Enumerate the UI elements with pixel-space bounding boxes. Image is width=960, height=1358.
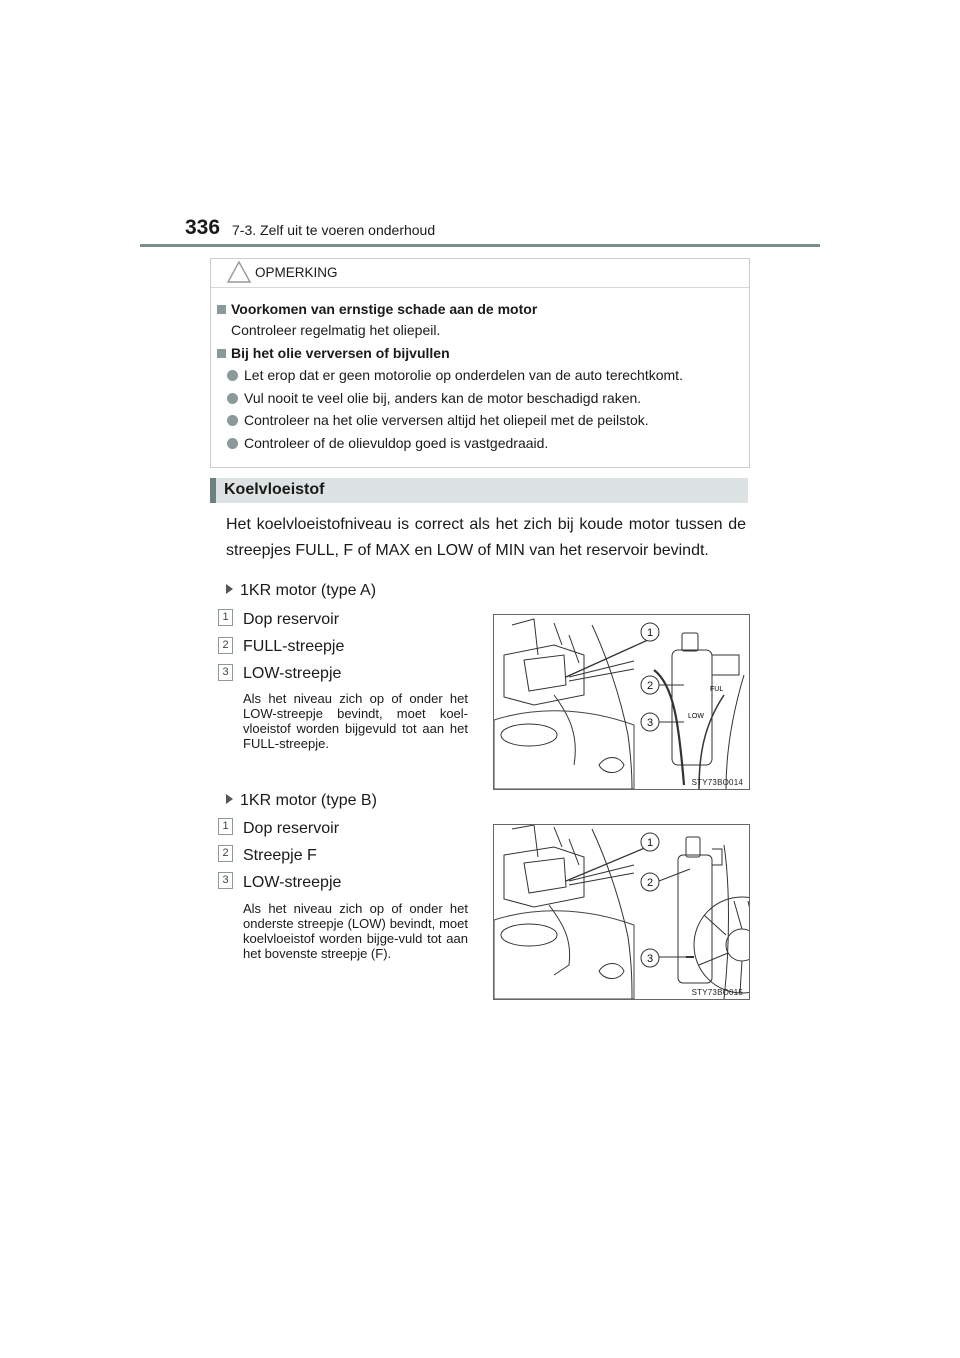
round-bullet-icon — [227, 438, 238, 449]
figure-code: STY73BO014 — [691, 778, 743, 787]
caution-bullet: Controleer na het olie verversen altijd het oliepeil met de peilstok. — [227, 412, 649, 428]
caution-heading-1: Voorkomen van ernstige schade aan de motor — [217, 301, 537, 317]
section-title: 7-3. Zelf uit te voeren onderhoud — [232, 222, 436, 238]
type-b-heading: 1KR motor (type B) — [226, 792, 377, 810]
type-a-note: Als het niveau zich op of onder het LOW-streepje bevindt, moet koel-vloeistof worden bijgevuld tot aan het FULL-streepje. — [243, 691, 468, 751]
number-1: 1 — [218, 609, 233, 626]
number-3: 3 — [218, 664, 233, 681]
caution-heading-2: Bij het olie verversen of bijvullen — [217, 345, 450, 361]
caution-label: OPMERKING — [255, 265, 338, 280]
number-2: 2 — [218, 637, 233, 654]
arrow-bullet-icon — [226, 584, 233, 594]
round-bullet-icon — [227, 370, 238, 381]
caution-bullet: Controleer of de olievuldop goed is vastgedraaid. — [227, 435, 548, 451]
callout-3: 3 — [646, 953, 654, 965]
figure-type-b — [493, 824, 750, 1000]
callout-2: 2 — [646, 680, 654, 692]
number-3: 3 — [218, 872, 233, 889]
engine-illustration-type-b — [494, 825, 749, 999]
type-a-item-3: LOW-streepje — [243, 665, 342, 682]
caution-box — [210, 258, 750, 468]
arrow-bullet-icon — [226, 794, 233, 804]
type-a-item-2: FULL-streepje — [243, 638, 345, 655]
header-rule — [140, 244, 820, 247]
type-a-heading: 1KR motor (type A) — [226, 582, 376, 600]
intro-paragraph: Het koelvloeistofniveau is correct als het zich bij koude motor tussen de streepjes FULL, F of MAX en LOW of MIN van het reservoir bevindt. — [226, 516, 746, 559]
type-b-item-2: Streepje F — [243, 847, 317, 864]
caution-bullet: Vul nooit te veel olie bij, anders kan de motor beschadigd raken. — [227, 390, 641, 406]
engine-illustration-type-a — [494, 615, 749, 789]
figure-type-a — [493, 614, 750, 790]
square-bullet-icon — [217, 305, 226, 314]
full-mark-label: FUL — [710, 686, 724, 693]
callout-3: 3 — [646, 717, 654, 729]
callout-1: 1 — [646, 627, 654, 639]
figure-code: STY73BO015 — [691, 988, 743, 997]
round-bullet-icon — [227, 415, 238, 426]
type-b-item-3: LOW-streepje — [243, 874, 342, 891]
warning-triangle-icon — [226, 260, 252, 289]
caution-header — [211, 259, 749, 288]
caution-bullet: Let erop dat er geen motorolie op onderdelen van de auto terechtkomt. — [227, 367, 683, 383]
number-2: 2 — [218, 845, 233, 862]
section-accent — [210, 478, 216, 503]
section-title: Koelvloeistof — [224, 481, 325, 498]
number-1: 1 — [218, 818, 233, 835]
section-heading — [210, 478, 748, 503]
square-bullet-icon — [217, 349, 226, 358]
round-bullet-icon — [227, 393, 238, 404]
low-mark-label: LOW — [688, 713, 704, 720]
page-number: 336 — [185, 216, 221, 239]
type-b-note: Als het niveau zich op of onder het onderste streepje (LOW) bevindt, moet koelvloeistof worden bijge-vuld tot aan het bovenste streepje (F). — [243, 901, 468, 961]
callout-2: 2 — [646, 877, 654, 889]
caution-text-1: Controleer regelmatig het oliepeil. — [231, 322, 441, 338]
callout-1: 1 — [646, 837, 654, 849]
type-a-item-1: Dop reservoir — [243, 611, 340, 628]
type-b-item-1: Dop reservoir — [243, 820, 340, 837]
